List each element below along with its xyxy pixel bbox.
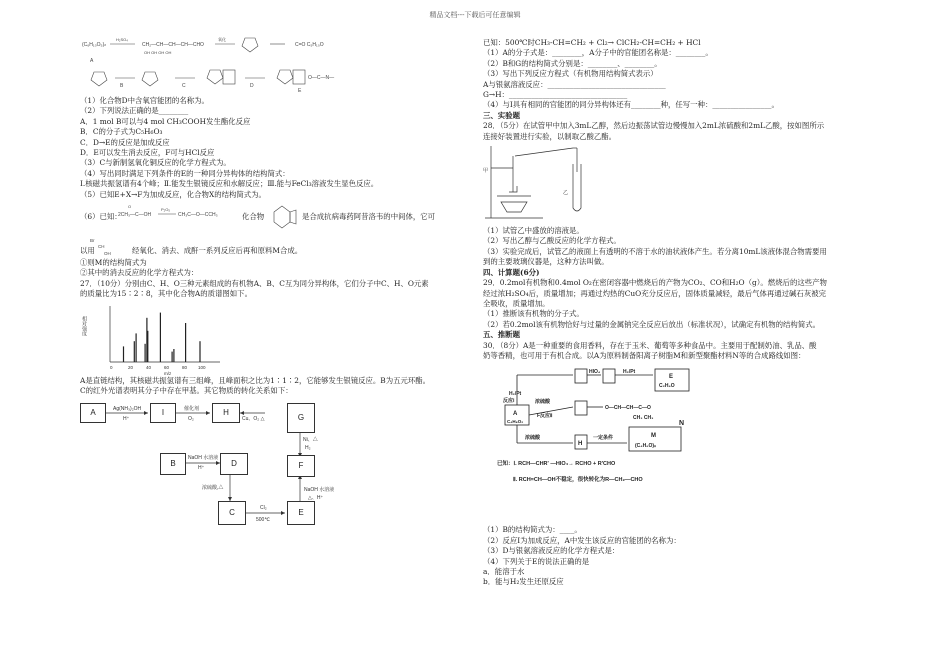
- flow-box-b: B: [160, 453, 186, 475]
- q28-line: （1）试管乙中盛放的溶液是。: [483, 226, 584, 236]
- svg-text:氧化: 氧化: [218, 37, 226, 42]
- syn-label: F反应Ⅱ: [537, 413, 553, 420]
- flow-box-f: F: [287, 455, 315, 477]
- q6-line2: [80, 234, 465, 258]
- q-line: A．1 mol B可以与4 mol CH₃COOH发生酯化反应: [80, 116, 251, 126]
- flow-label: Ni、△: [303, 436, 318, 443]
- q-line: C．D→E的反应是加成反应: [80, 137, 170, 147]
- syn-box-e-sub: C₂H₆O: [659, 383, 675, 390]
- syn-box-a-sub: C₄H₈O₂: [507, 419, 524, 425]
- ms-tick: 80: [182, 364, 188, 370]
- flow-label: H⁺: [198, 464, 205, 471]
- svg-text:Br: Br: [90, 238, 95, 244]
- q28-line: （3）实验完成后，试管乙的液面上有透明的不溶于水的油状液体产生。若分离10mL该液体混合物需要用: [483, 246, 827, 256]
- syn-label: 浓硫酸: [535, 399, 551, 406]
- flow-label: Cu、O₂ △: [242, 415, 265, 422]
- svg-text:P₂O₅: P₂O₅: [161, 207, 170, 213]
- flow-label: H₂: [305, 444, 311, 451]
- syn-box-h: H: [578, 441, 583, 448]
- flow-label: Cl₂: [260, 504, 267, 511]
- q28-line: 连接好装置进行实验，以制取乙酸乙酯。: [483, 131, 617, 141]
- ms-xlabel: m/z: [164, 370, 172, 376]
- q30-line: 奶等香精，也可用于有机合成。以A为原料制备阳离子树脂M和新型聚酯材料N等的合成路线如图：: [483, 350, 806, 360]
- flow-label: △、H⁺: [308, 494, 324, 501]
- syn-box-e: E: [669, 374, 674, 381]
- syn-known: Ⅱ. RCH=CH—OH不稳定，很快转化为R—CH₂—CHO: [513, 477, 643, 484]
- q29-line: 29．0.2mol有机物和0.4mol O₂在密闭容器中燃烧后的产物为CO₂、CO和H₂O（g）。燃烧后的这些产物: [483, 278, 827, 288]
- q6-line2-a: 以用: [80, 246, 95, 256]
- apparatus-label-jia: 甲: [483, 168, 489, 175]
- scheme-label-e: E: [298, 88, 302, 94]
- scheme-label-d: D: [250, 83, 254, 89]
- apparatus-label-yi: 乙: [563, 190, 569, 197]
- q29-line: 经过浓H₂SO₄后，质量增加；再通过灼热的CuO充分反应后，固体质量减轻，最后气体再通过碱石灰被完: [483, 288, 826, 298]
- ms-peaks: [124, 312, 201, 361]
- synthesis-scheme: [483, 365, 873, 525]
- mass-spectrum: [80, 300, 465, 376]
- flow-label: H⁺: [123, 415, 130, 422]
- reaction-scheme-svg: [80, 34, 465, 96]
- syn-box-m-sub: (C₄H₆O)ₙ: [635, 443, 657, 450]
- q-line: （3）写出下列反应方程式（有机物用结构简式表示）: [483, 69, 658, 79]
- q-line: （2）B和G的结构简式分别是：________、________。: [483, 58, 662, 68]
- syn-label: H₂/Pt: [509, 391, 522, 398]
- apparatus-svg: [483, 142, 643, 226]
- q29-line: （2）若0.2mol该有机物恰好与过量的金属钠完全反应后放出（标准状况），试确定有机物的结构简式。: [483, 319, 820, 329]
- q6-reaction-svg: [118, 200, 238, 234]
- svg-text:OH OH OH OH: OH OH OH OH: [144, 50, 172, 55]
- q30-line: （2）反应Ⅰ为加成反应，A中发生该反应的官能团的名称为：: [483, 535, 681, 545]
- flow-label: NaOH 水溶液: [188, 454, 219, 461]
- flow-arrows-svg: [80, 401, 465, 529]
- scheme-label-b: B: [120, 83, 124, 89]
- q27-line: C的红外光谱表明其分子中存在甲基。其它物质的转化关系如下：: [80, 386, 293, 396]
- syn-label: 一定条件: [593, 435, 614, 442]
- flow-label: 浓硫酸,△: [202, 484, 224, 491]
- q30-line: 30．（8分）A是一种重要的食用香料，存在于玉米、葡萄等多种食品中。主要用于配制奶油、乳品、酸: [483, 340, 817, 350]
- q6-prefix: （6）已知：: [80, 212, 122, 222]
- flow-box-a: A: [80, 403, 106, 423]
- q-line: （3）C与新制氢氧化铜反应的化学方程式为。: [80, 158, 231, 168]
- q30-line: （3）D与银氨溶液反应的化学方程式是：: [483, 546, 620, 556]
- syn-n: N: [679, 420, 685, 428]
- ms-tick: 0: [110, 364, 113, 370]
- q30-line: （1）B的结构简式为：____。: [483, 525, 582, 535]
- q28-line: （2）写出乙醇与乙酸反应的化学方程式。: [483, 236, 621, 246]
- flow-box-i: I: [150, 403, 176, 423]
- q30-line: b．能与H₂发生还原反应: [483, 577, 564, 587]
- flow-box-c: C: [218, 501, 246, 525]
- q-line: （4）与I具有相同的官能团的同分异构体还有________种，任写一种：________________。: [483, 100, 779, 110]
- q6-sub: ①则M的结构简式为: [80, 258, 147, 268]
- page-header: 精品文档---下载后可任意编辑: [429, 11, 521, 19]
- svg-text:O—C—N—: O—C—N—: [308, 75, 335, 81]
- flow-label: Ag(NH₃)₂OH: [113, 405, 142, 412]
- q6-compound-svg: [270, 202, 298, 232]
- svg-text:C=O C₅H₁₀O: C=O C₅H₁₀O: [295, 42, 324, 48]
- q27-line: A是直链结构，其核磁共振氢谱有三组峰，且峰面积之比为1∶1∶2，它能够发生银镜反应。B为五元环酯。: [80, 375, 431, 385]
- q-line: D．E可以发生消去反应，F可与HCl反应: [80, 148, 215, 158]
- q6-suffix: 化合物: [242, 212, 265, 222]
- ms-tick: 100: [198, 364, 206, 370]
- q30-line: （4）下列关于E的说法正确的是: [483, 556, 590, 566]
- scheme-label-a: A: [90, 58, 94, 64]
- syn-chain: O—CH—CH—C—O: [605, 405, 651, 412]
- q-line: （2）下列说法正确的是________: [80, 106, 189, 116]
- q6-block: [80, 200, 465, 234]
- q-line: A与银氨溶液反应：________________________________: [483, 79, 666, 89]
- q28-line: 28．（5分）在试管甲中加入3mL乙醇，然后边振荡试管边慢慢加入2mL浓硫酸和2mL乙酸，按如图所示: [483, 121, 825, 131]
- ms-ylabel: 相对强度: [81, 315, 87, 336]
- q6-line2-b: 经氧化、消去、成酐一系列反应后再和原料M合成。: [132, 246, 303, 256]
- syn-label: H₂/Pt: [623, 369, 636, 376]
- svg-text:H₂SO₄: H₂SO₄: [116, 37, 128, 42]
- conversion-flow: [80, 401, 465, 529]
- q-line: （4）写出同时满足下列条件的E的一种同分异构体的结构简式：: [80, 168, 290, 178]
- q6-sub: ②其中的消去反应的化学方程式为：: [80, 268, 199, 278]
- syn-box-a: A: [513, 411, 518, 418]
- svg-text:O: O: [128, 204, 132, 210]
- ms-tick: 60: [164, 364, 170, 370]
- section-title: 四、计算题(6分): [483, 267, 540, 277]
- svg-text:CH₃C—O—CCH₃: CH₃C—O—CCH₃: [178, 212, 218, 219]
- syn-label: HIO₄: [589, 369, 601, 376]
- flow-label: NaOH 水溶液: [304, 486, 335, 493]
- svg-text:(C₆H₁₀O₅)ₙ: (C₆H₁₀O₅)ₙ: [82, 42, 107, 48]
- q27-line: 27．（10分）分别由C、H、O三种元素组成的有机物A、B、C互为同分异构体，它们分子中C、H、O元素: [80, 278, 429, 288]
- q-line: （1）化合物D中含氧官能团的名称为。: [80, 96, 209, 105]
- q29-line: （1）推断该有机物的分子式。: [483, 309, 584, 319]
- left-column: [80, 34, 465, 529]
- reaction-scheme-figure: [80, 34, 465, 96]
- syn-label: 反应Ⅰ: [503, 398, 515, 405]
- section-title: 三、实验题: [483, 110, 520, 120]
- q6-start-svg: [90, 234, 130, 258]
- q-line: B．C的分子式为C₅H₆O₃: [80, 127, 163, 137]
- q29-line: 全吸收，质量增加。: [483, 298, 550, 308]
- q-line: （5）已知E+X→F为加成反应，化合物X的结构简式为。: [80, 189, 266, 199]
- syn-known: 已知：Ⅰ. RCH—CHR' —HIO₄→ RCHO + R'CHO: [497, 461, 616, 468]
- svg-text:2CH₃—C—OH: 2CH₃—C—OH: [118, 212, 152, 219]
- q-line: G→H：________________________________: [483, 90, 628, 100]
- q6-tail: 是合成抗病毒药阿昔洛韦的中间体，它可: [302, 212, 436, 222]
- q27-line: 的质量比为15∶2∶8，其中化合物A的质谱图如下。: [80, 289, 252, 299]
- flow-label: 500℃: [256, 516, 270, 523]
- mass-spectrum-svg: [80, 300, 260, 376]
- q28-line: 到的主要玻璃仪器是，这种方法叫做。: [483, 257, 609, 267]
- svg-text:CH₂—CH—CH—CH—CHO: CH₂—CH—CH—CH—CHO: [142, 42, 204, 48]
- section-title: 五、推断题: [483, 330, 520, 340]
- synthesis-scheme-svg: [483, 365, 873, 525]
- ms-tick: 20: [128, 364, 134, 370]
- ms-tick: 40: [146, 364, 152, 370]
- flow-box-g: G: [287, 403, 315, 433]
- q-line: （1）A的分子式是：________，A分子中的官能团名称是：________。: [483, 48, 713, 58]
- q-line: 已知：500℃时CH₃-CH=CH₂ + Cl₂→ ClCH₂-CH=CH₂ + HCl: [483, 38, 701, 47]
- q30-line: a．能溶于水: [483, 566, 525, 576]
- right-column: [483, 38, 873, 588]
- apparatus-figure: [483, 142, 873, 226]
- q-line: Ⅰ.核磁共振氢谱有4个峰；Ⅱ.能发生银镜反应和水解反应；Ⅲ.能与FeCl₃溶液发生显色反应。: [80, 179, 379, 189]
- syn-chain: CH₃ CH₃: [633, 415, 654, 422]
- syn-box-m: M: [651, 433, 656, 440]
- flow-box-h: H: [212, 403, 240, 423]
- flow-label: 催化剂: [184, 405, 200, 412]
- svg-text:CH: CH: [98, 244, 105, 250]
- flow-label: O₂: [188, 415, 194, 422]
- svg-text:OH: OH: [104, 251, 111, 257]
- syn-label: 浓硫酸: [525, 435, 541, 442]
- flow-box-d: D: [220, 453, 248, 475]
- flow-box-e: E: [287, 501, 315, 525]
- scheme-label-c: C: [182, 83, 186, 89]
